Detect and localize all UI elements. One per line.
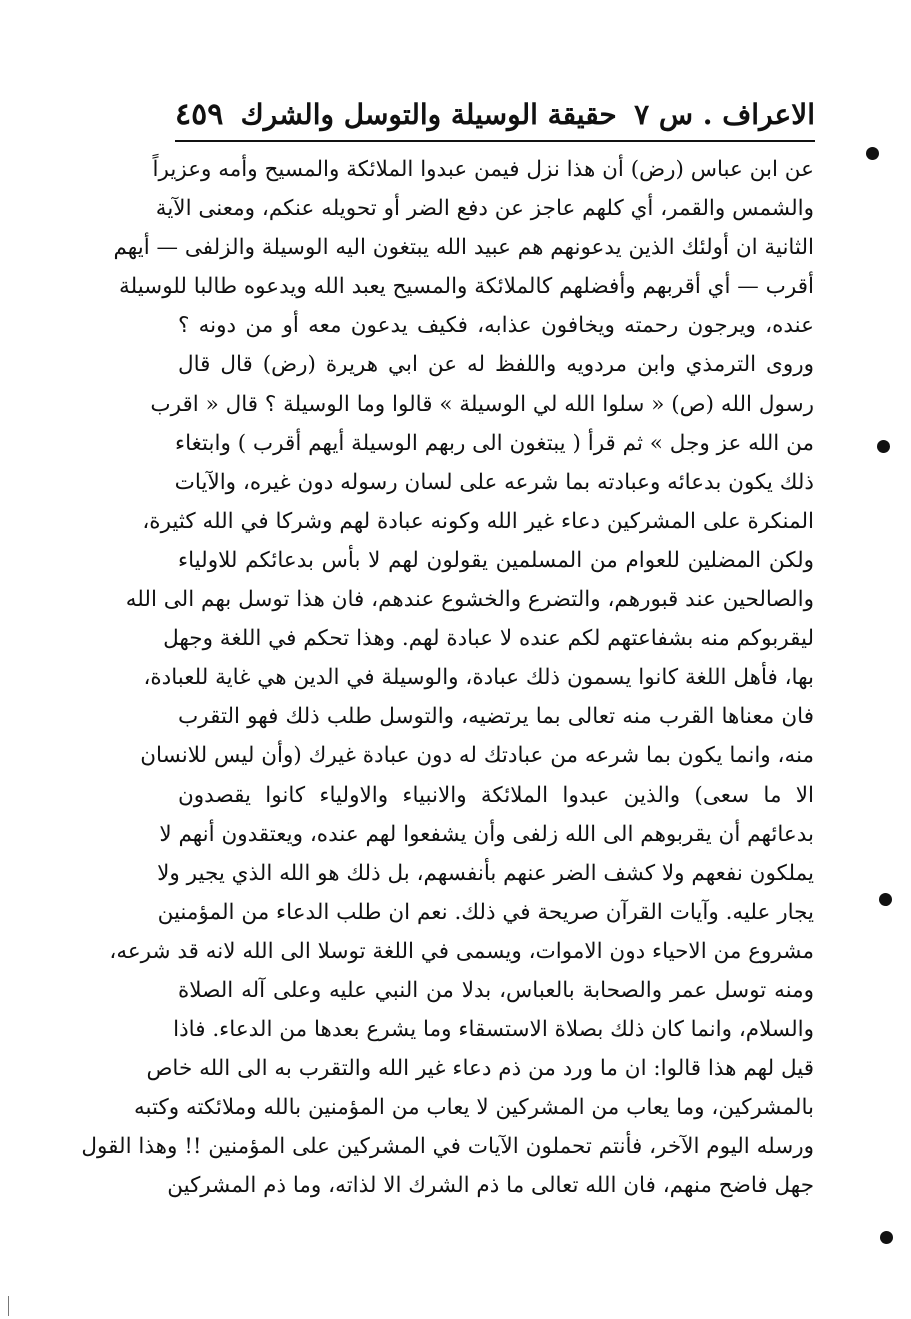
text-line: من الله عز وجل » ثم قرأ ( يبتغون الى ربهم الوسيلة أيهم أقرب ) وابتغاء (175, 430, 814, 456)
running-title: حقيقة الوسيلة والتوسل والشرك (240, 97, 617, 131)
text-line: ورسله اليوم الآخر، فأنتم تحملون الآيات في المشركين على المؤمنين !! وهذا القول (81, 1134, 814, 1160)
text-line: أقرب — أي أقربهم وأفضلهم كالملائكة والمسيح يعبد الله ويدعوه طالبا للوسيلة (119, 274, 814, 300)
text-line: ليقربوكم منه بشفاعتهم لكم عنده لا عبادة لهم. وهذا تحكم في اللغة وجهل (163, 626, 814, 652)
text-line: فان معناها القرب منه تعالى بما يرتضيه، والتوسل طلب ذلك فهو التقرب (178, 704, 814, 730)
header-rule (175, 140, 815, 142)
text-line: وروى الترمذي وابن مردويه واللفظ له عن ابي هريرة (رض) قال قال (178, 352, 814, 378)
text-line: يملكون نفعهم ولا كشف الضر عنهم بأنفسهم، بل ذلك هو الله الذي يجير ولا (157, 860, 814, 886)
binding-hole-dot (879, 893, 892, 906)
text-line: مشروع من الاحياء دون الاموات، ويسمى في اللغة توسلا الى الله لانه قد شرعه، (109, 938, 814, 964)
text-line: قيل لهم هذا قالوا: ان ما ورد من ذم دعاء غير الله والتقرب به الى الله خاص (146, 1056, 814, 1082)
text-line: والصالحين عند قبورهم، والتضرع والخشوع عندهم، فان هذا توسل بهم الى الله (125, 587, 814, 613)
binding-hole-dot (880, 1231, 893, 1244)
text-line: بدعائهم أن يقربوهم الى الله زلفى وأن يشفعوا لهم عنده، ويعتقدون أنهم لا (159, 821, 814, 847)
page-header (175, 92, 815, 136)
scan-margin-mark (8, 1296, 9, 1316)
text-line: منه، وانما يكون بما شرعه من عبادتك له دون عبادة غيرك (وأن ليس للانسان (140, 743, 814, 769)
body-text (81, 150, 814, 1206)
text-line: جهل فاضح منهم، فان الله تعالى ما ذم الشرك الا لذاته، وما ذم المشركين (167, 1173, 814, 1199)
page-number: ٤٥٩ (175, 96, 224, 132)
text-line: ذلك يكون بدعائه وعبادته بما شرعه على لسان رسوله دون غيره، والآيات (174, 469, 814, 495)
text-line: الا ما سعى) والذين عبدوا الملائكة والانبياء والاولياء كانوا يقصدون (178, 782, 814, 808)
text-line: رسول الله (ص) « سلوا الله لي الوسيلة » قالوا وما الوسيلة ؟ قال « اقرب (150, 391, 814, 417)
text-line: ولكن المضلين للعوام من المسلمين يقولون لهم لا بأس بدعائكم للاولياء (178, 547, 814, 573)
text-line: يجار عليه. وآيات القرآن صريحة في ذلك. نعم ان طلب الدعاء من المؤمنين (157, 899, 814, 925)
text-line: عن ابن عباس (رض) أن هذا نزل فيمن عبدوا الملائكة والمسيح وأمه وعزيراً (152, 157, 814, 182)
binding-hole-dot (877, 440, 890, 453)
binding-hole-dot (866, 147, 879, 160)
text-line: بالمشركين، وما يعاب من المشركين لا يعاب من المؤمنين بالله وملائكته وكتبه (134, 1095, 814, 1121)
text-line: والشمس والقمر، أي كلهم عاجز عن دفع الضر أو تحويله عنكم، ومعنى الآية (155, 196, 814, 222)
text-line: المنكرة على المشركين دعاء غير الله وكونه عبادة لهم وشركا في الله كثيرة، (142, 508, 814, 534)
surah-reference: الاعراف . س ٧ (634, 97, 815, 131)
text-line: الثانية ان أولئك الذين يدعونهم هم عبيد الله يبتغون اليه الوسيلة والزلفى — أيهم (113, 235, 814, 261)
text-line: عنده، ويرجون رحمته ويخافون عذابه، فكيف يدعون معه أو من دونه ؟ (178, 313, 814, 339)
text-line: بها، فأهل اللغة كانوا يسمون ذلك عبادة، والوسيلة في الدين هي غاية للعبادة، (143, 665, 814, 691)
text-line: والسلام، وانما كان ذلك بصلاة الاستسقاء وما يشرع بعدها من الدعاء. فاذا (173, 1017, 814, 1043)
text-line: ومنه توسل عمر والصحابة بالعباس، بدلا من النبي عليه وعلى آله الصلاة (178, 977, 814, 1003)
